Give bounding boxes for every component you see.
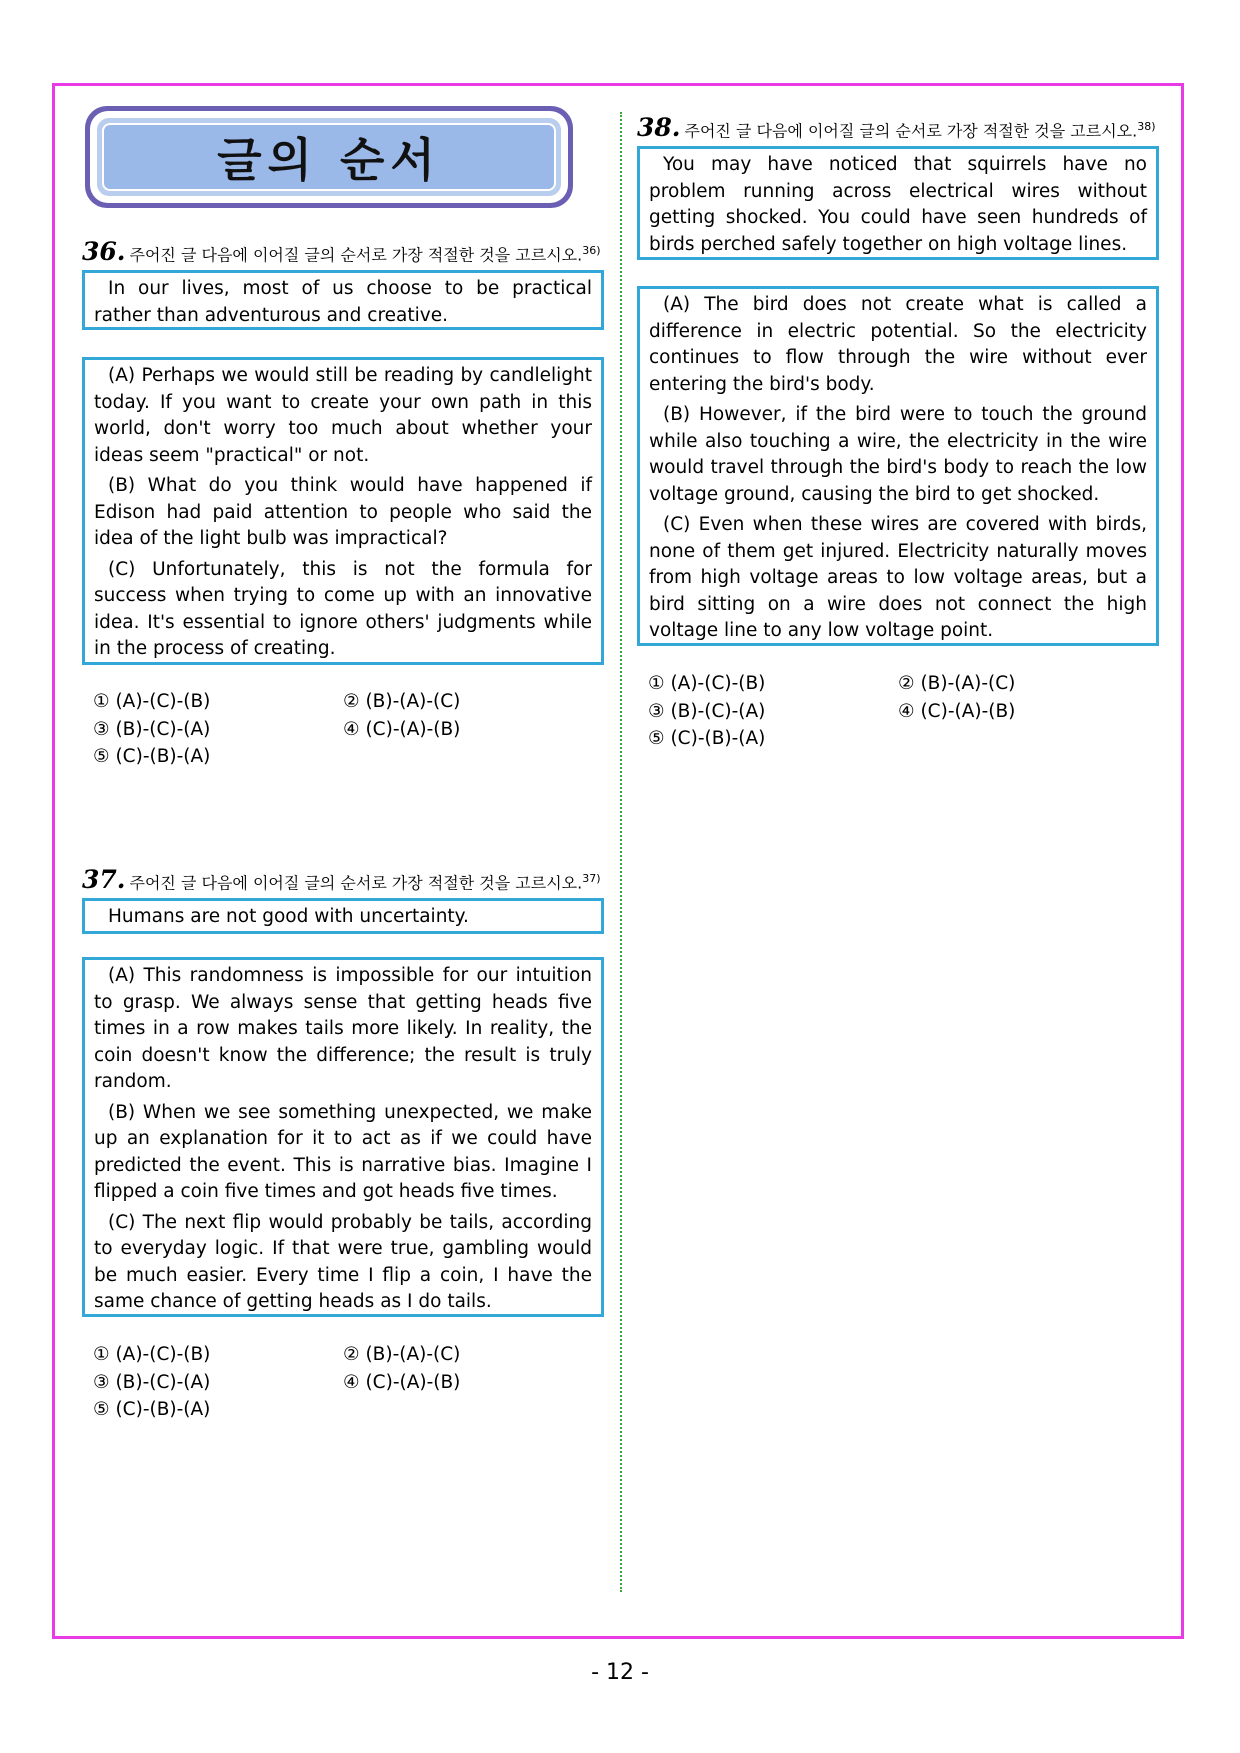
passage-paragraph-c: (C) Unfortunately, this is not the formula for success when trying to come up with an innovative idea. It's essential to ignore others' judgments while in the process of creating. [94,558,592,659]
option-5[interactable]: ⑤ (C)-(B)-(A) [93,746,211,767]
passage-paragraph-b: (B) What do you think would have happened if Edison had paid attention to people who said the idea of the light bulb was impractical? [94,475,592,549]
footnote-marker: 36) [582,244,601,257]
option-4[interactable]: ④ (C)-(A)-(B) [343,718,461,740]
option-3[interactable]: ③ (B)-(C)-(A) [93,1371,211,1393]
intro-text: In our lives, most of us choose to be practical rather than adventurous and creative. [94,278,592,326]
option-1[interactable]: ① (A)-(C)-(B) [93,691,211,712]
footnote-marker: 37) [582,872,601,885]
passage-paragraph-a: (A) Perhaps we would still be reading by candlelight today. If you want to create your own path in this world, don't worry too much about whether your ideas seem "practical" or not. [94,365,592,466]
question-37-passage-box [82,957,604,1317]
option-4[interactable]: ④ (C)-(A)-(B) [898,700,1016,722]
passage-paragraph-b: (B) However, if the bird were to touch the ground while also touching a wire, the electricity in the wire would travel through the bird's body to reach the low voltage ground, causing the bird to get shocked. [649,404,1147,505]
column-divider [620,112,622,1592]
intro-text: You may have noticed that squirrels have no problem running across electrical wires without getting shocked. You could have seen hundreds of birds perched safely together on high voltage lines. [649,154,1147,255]
footnote-marker: 38) [1137,120,1156,133]
passage-paragraph-a: (A) This randomness is impossible for our intuition to grasp. We always sense that getting heads five times in a row makes tails more likely. In reality, the coin doesn't know the difference; the result is truly random. [94,965,592,1092]
option-5[interactable]: ⑤ (C)-(B)-(A) [93,1399,211,1420]
option-2[interactable]: ② (B)-(A)-(C) [898,673,1016,694]
question-38-options [648,670,1148,753]
question-37-header [82,865,601,895]
option-1[interactable]: ① (A)-(C)-(B) [93,1344,211,1365]
page-number: - 12 - [591,1660,649,1685]
question-number: 38. [637,113,681,143]
question-36-options [93,688,593,771]
passage-paragraph-a: (A) The bird does not create what is called a difference in electric potential. So the electricity continues to flow through the wire without ever entering the bird's body. [649,294,1147,395]
question-37-intro-box [82,898,604,934]
question-36-intro-box [82,270,604,330]
question-number: 37. [82,865,126,895]
option-2[interactable]: ② (B)-(A)-(C) [343,691,461,712]
section-title-banner [85,106,573,208]
question-38-header [637,113,1156,143]
question-instruction: 주어진 글 다음에 이어질 글의 순서로 가장 적절한 것을 고르시오. [684,121,1138,141]
option-5[interactable]: ⑤ (C)-(B)-(A) [648,728,766,749]
question-38-passage-box [637,286,1159,646]
question-instruction: 주어진 글 다음에 이어질 글의 순서로 가장 적절한 것을 고르시오. [129,873,583,893]
option-4[interactable]: ④ (C)-(A)-(B) [343,1371,461,1393]
question-36-header [82,237,601,267]
passage-paragraph-c: (C) Even when these wires are covered with birds, none of them get injured. Electricity naturally moves from high voltage areas to low voltage areas, but a bird sitting on a wire does not connect the high voltage line to any low voltage point. [649,514,1147,641]
question-38-intro-box [637,146,1159,260]
question-37-options [93,1341,593,1424]
option-1[interactable]: ① (A)-(C)-(B) [648,673,766,694]
question-instruction: 주어진 글 다음에 이어질 글의 순서로 가장 적절한 것을 고르시오. [129,245,583,265]
question-number: 36. [82,237,126,267]
option-3[interactable]: ③ (B)-(C)-(A) [93,718,211,740]
section-title: 글의 순서 [102,123,556,191]
passage-paragraph-b: (B) When we see something unexpected, we make up an explanation for it to act as if we could have predicted the event. This is narrative bias. Imagine I flipped a coin five times and got heads five times. [94,1101,592,1202]
option-2[interactable]: ② (B)-(A)-(C) [343,1344,461,1365]
intro-text: Humans are not good with uncertainty. [108,906,469,927]
passage-paragraph-c: (C) The next flip would probably be tails, according to everyday logic. If that were true, gambling would be much easier. Every time I flip a coin, I have the same chance of getting heads as I do tails. [94,1211,592,1312]
option-3[interactable]: ③ (B)-(C)-(A) [648,700,766,722]
question-36-passage-box [82,357,604,665]
